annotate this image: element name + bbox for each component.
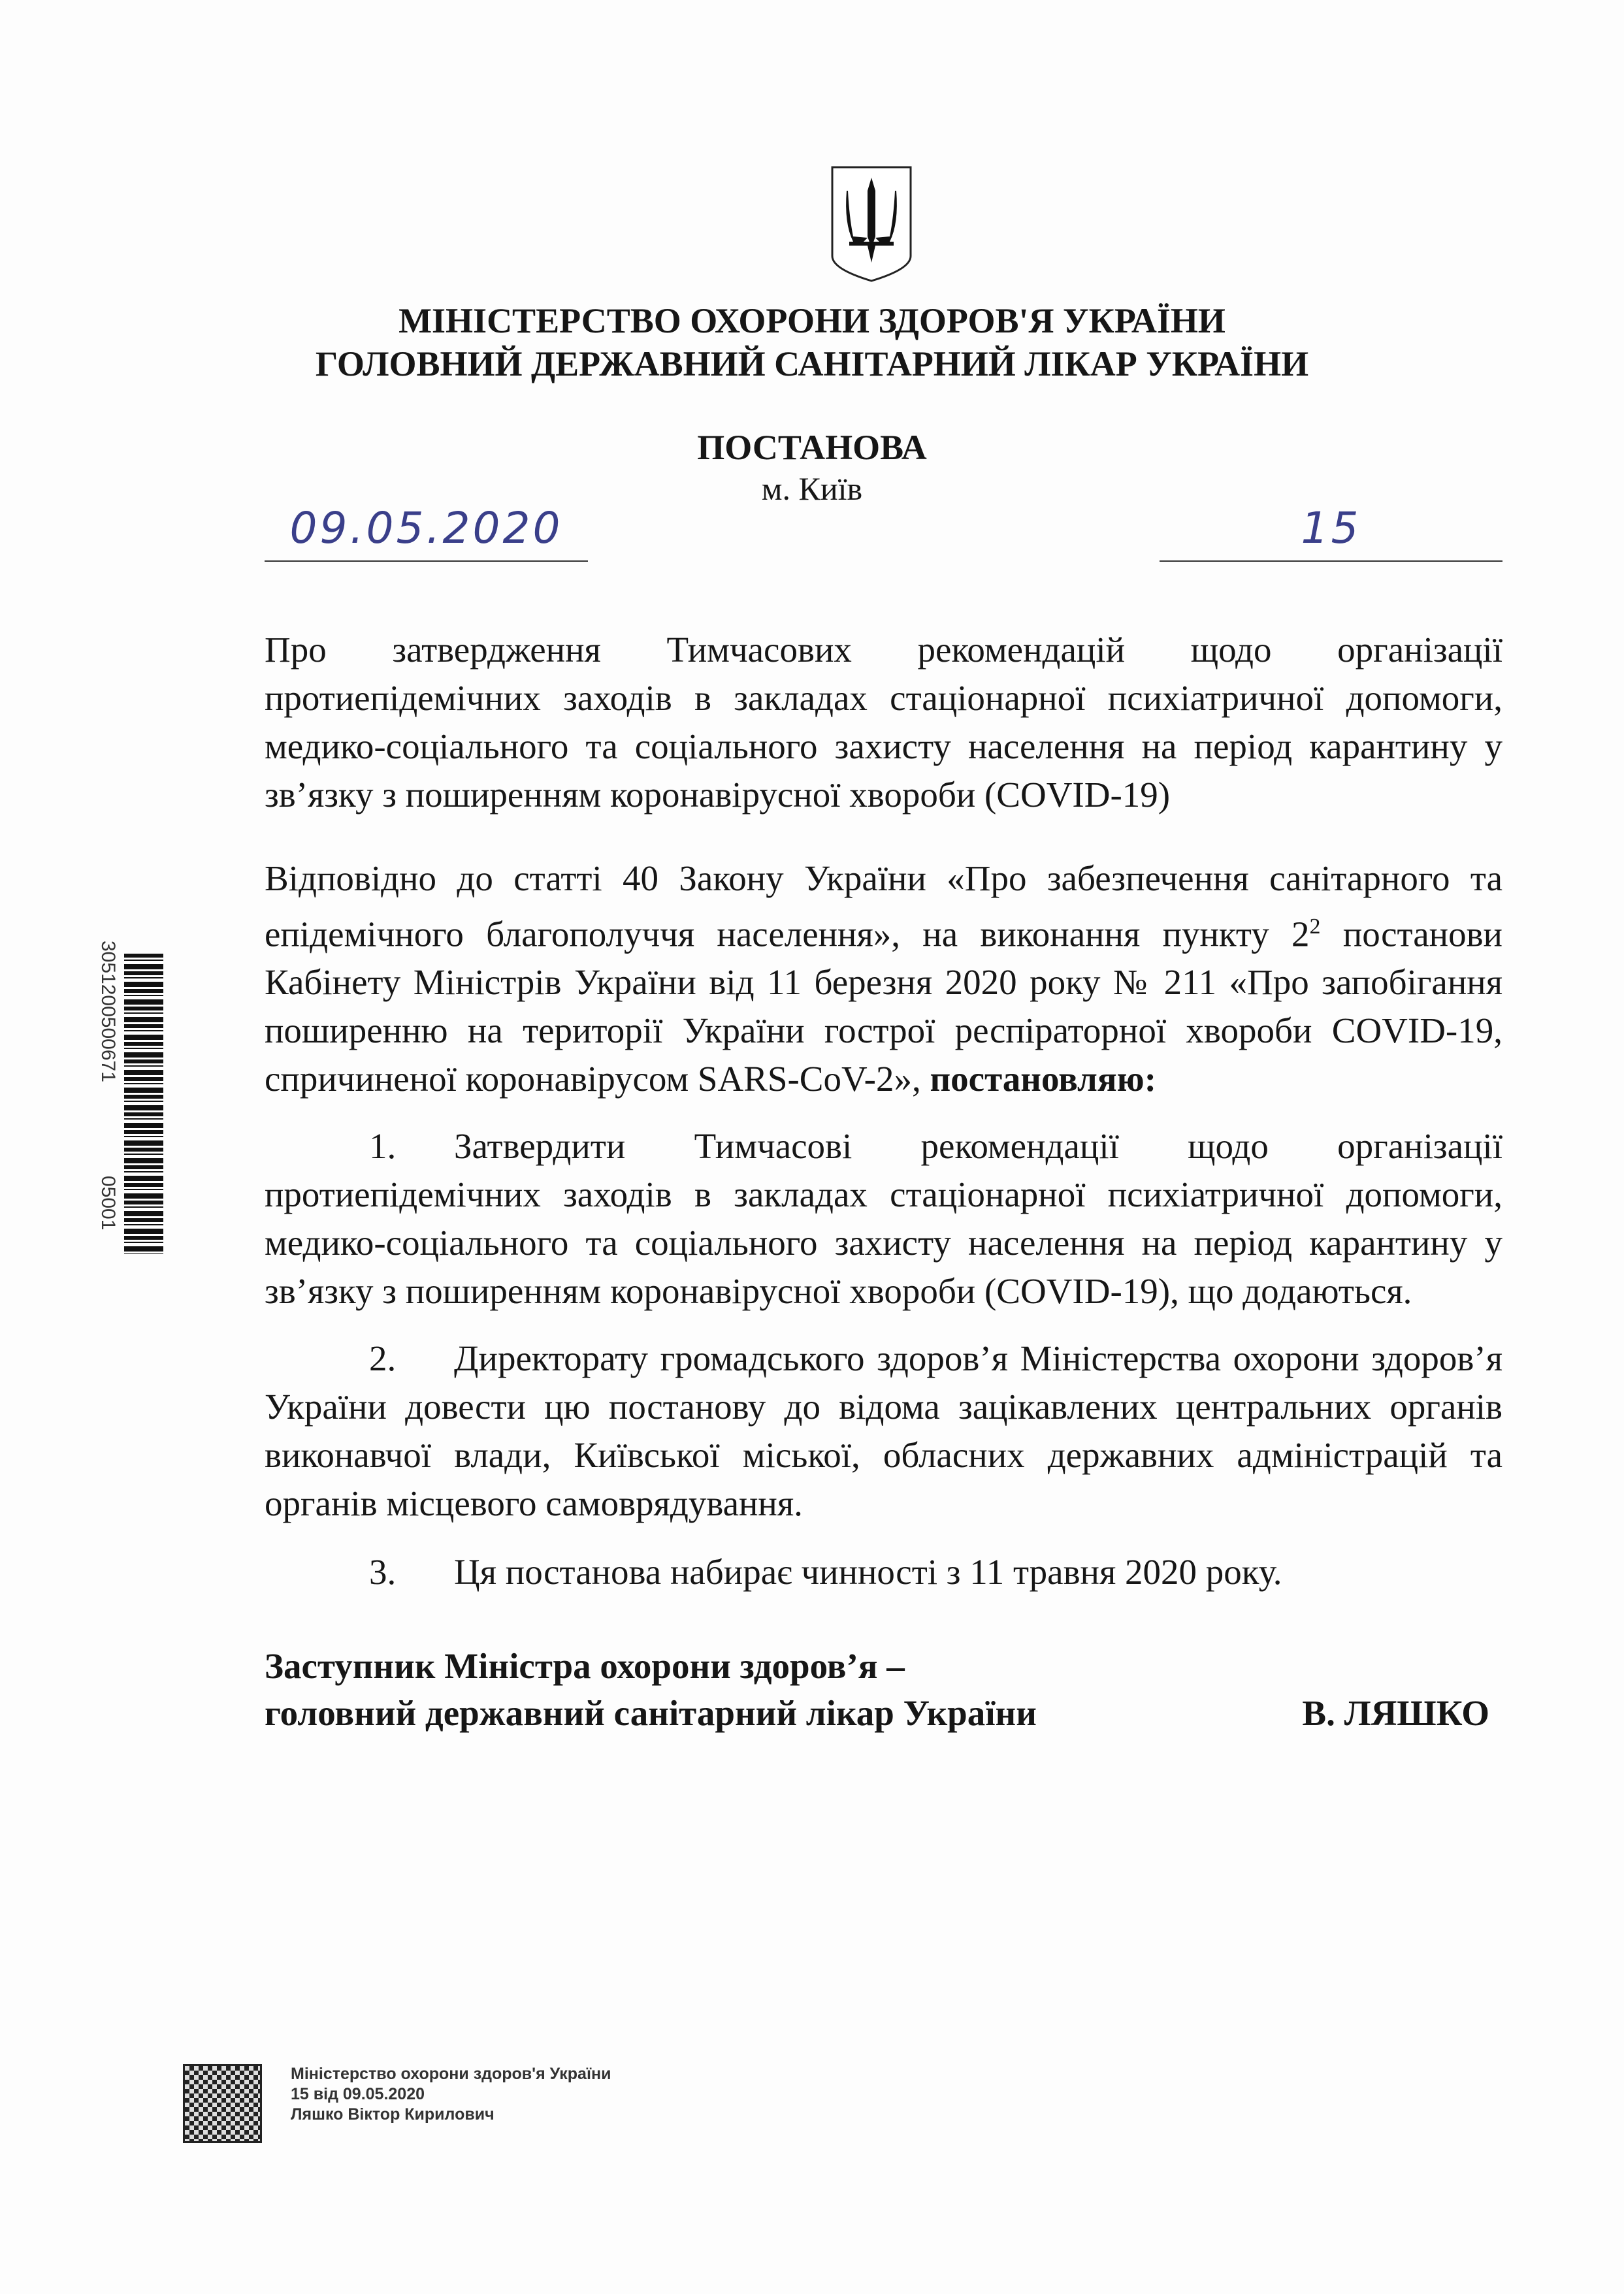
date-line bbox=[265, 560, 588, 562]
document-type: ПОСТАНОВА bbox=[697, 428, 927, 467]
barcode bbox=[124, 954, 163, 1254]
item-number: 3. bbox=[369, 1552, 397, 1592]
signatory-title-2: головний державний санітарний лікар України bbox=[265, 1693, 1037, 1733]
preamble-part: постанови Кабінету Міністрів України від 11 березня 2020 року № 211 «Про запобігання поширенню на території України гострої респіраторної хвороби COVID-19, спричиненої коронавірусом SARS-CoV-2», bbox=[265, 914, 1502, 1099]
signatory-name: В. ЛЯШКО bbox=[1302, 1693, 1489, 1733]
superscript: 2 bbox=[1309, 914, 1321, 939]
item-text: Ця постанова набирає чинності з 11 травня 2020 року. bbox=[454, 1552, 1282, 1592]
city: м. Київ bbox=[761, 470, 863, 507]
subject-text: Про затвердження Тимчасових рекомендацій щодо організації протиепідемічних заходів в закладах стаціонарної психіатричної допомоги, медико-соціального та соціального захисту населення на період карантину у зв’язку з поширенням коронавірусної хвороби (COVID-19) bbox=[265, 630, 1502, 815]
preamble-text bbox=[265, 854, 1502, 1103]
item-number: 1. bbox=[369, 1126, 397, 1166]
number-line bbox=[1160, 560, 1502, 562]
item-text: Директорату громадського здоров’я Міністерства охорони здоров’я України довести цю постанову до відома зацікавлених центральних органів виконавчої влади, Київської міської, обласних державних адміністрацій та органів місцевого самоврядування. bbox=[265, 1338, 1502, 1523]
qr-stamp-line: Міністерство охорони здоров'я України bbox=[291, 2065, 611, 2083]
document-date: 09.05.2020 bbox=[289, 503, 563, 553]
document-number: 15 bbox=[1301, 503, 1361, 553]
signatory-title-1: Заступник Міністра охорони здоров’я – bbox=[265, 1646, 905, 1686]
subject bbox=[265, 626, 1502, 819]
qr-code bbox=[183, 2064, 262, 2143]
item-text: Затвердити Тимчасові рекомендації щодо організації протиепідемічних заходів в закладах стаціонарної психіатричної допомоги, медико-соціального та соціального захисту населення на період карантину у зв’язку з поширенням коронавірусної хвороби (COVID-19), що додаються. bbox=[265, 1126, 1502, 1311]
resolve-word: постановляю: bbox=[930, 1059, 1157, 1099]
preamble bbox=[265, 854, 1502, 1103]
qr-stamp-text bbox=[291, 2064, 611, 2125]
chief-doctor-title: ГОЛОВНИЙ ДЕРЖАВНИЙ САНІТАРНИЙ ЛІКАР УКРАЇНИ bbox=[315, 344, 1309, 383]
item-1 bbox=[265, 1122, 1502, 1316]
qr-stamp-line: 15 від 09.05.2020 bbox=[291, 2085, 425, 2103]
coat-of-arms-icon bbox=[830, 165, 913, 282]
preamble-part: Відповідно до статті 40 Закону України «Про забезпечення санітарного та епідемічного благополуччя населення», на виконання пункту 2 bbox=[265, 858, 1502, 954]
barcode-number-bottom: 05001 bbox=[97, 1176, 119, 1231]
item-3 bbox=[265, 1548, 1502, 1596]
item-number: 2. bbox=[369, 1338, 397, 1378]
ministry-title: МІНІСТЕРСТВО ОХОРОНИ ЗДОРОВ'Я УКРАЇНИ bbox=[398, 301, 1226, 340]
qr-stamp-line: Ляшко Віктор Кирилович bbox=[291, 2105, 495, 2124]
signature-block bbox=[265, 1643, 1502, 1737]
item-2 bbox=[265, 1334, 1502, 1528]
barcode-number: 3051200500671 bbox=[97, 941, 119, 1082]
